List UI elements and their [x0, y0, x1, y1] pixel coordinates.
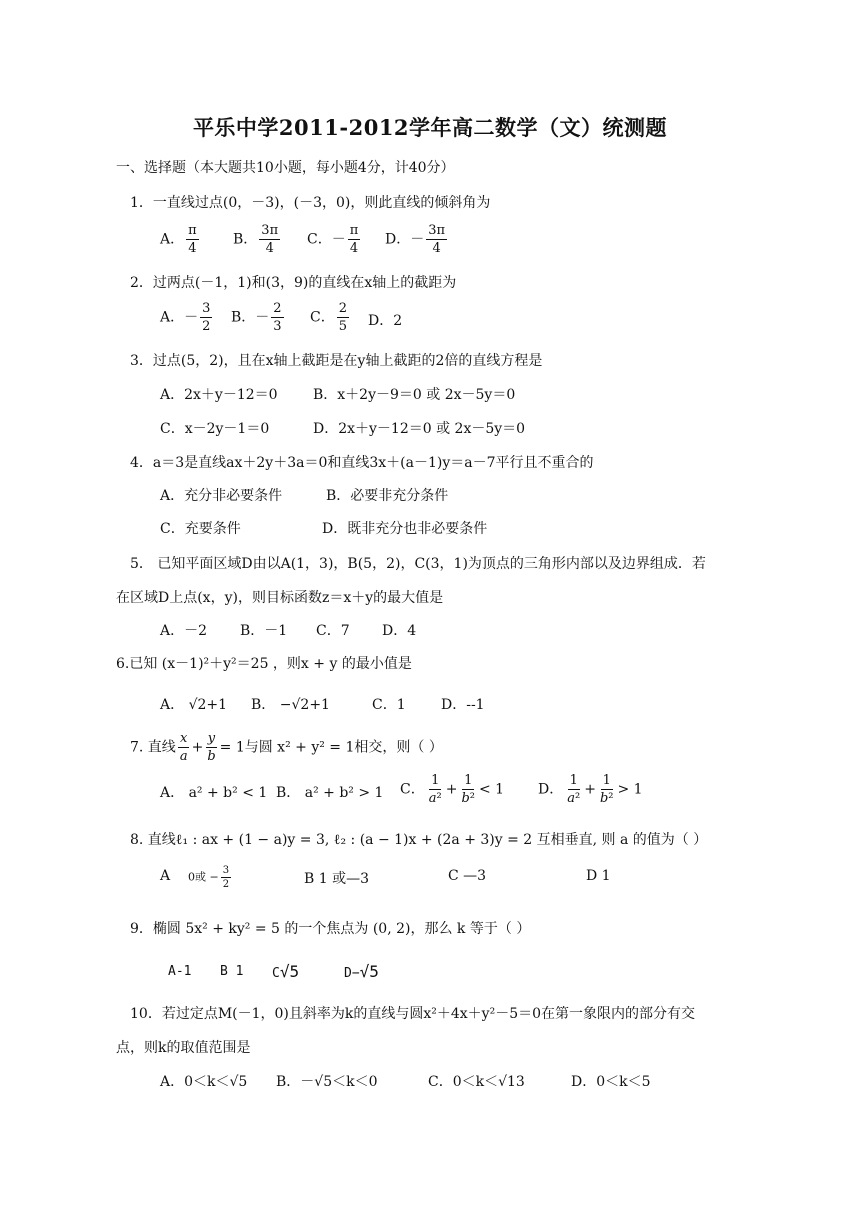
q8-option-b: B 1 或—3 — [304, 871, 370, 887]
q7-option-a: A． a² + b² < 1 — [160, 785, 268, 801]
q3-option-c: C．x－2y－1＝0 — [160, 421, 270, 437]
q9-option-a: A-1 — [168, 964, 192, 979]
q10-option-d: D．0＜k＜5 — [571, 1074, 651, 1090]
question-3-stem: 3．过点(5，2)，且在x轴上截距是在y轴上截距的2倍的直线方程是 — [130, 353, 543, 369]
q2-option-b: B．－ $\frac{2}{3}$ — [231, 301, 282, 334]
q8-option-a-value: 0或 − $\frac{3}{2}$ — [188, 865, 230, 890]
q5-option-b: B．－1 — [240, 623, 288, 639]
q9-option-c: C√5 — [272, 962, 300, 981]
q2-option-d: D．2 — [368, 313, 403, 329]
q1-option-d: D．－ $\frac{3\pi}{4}$ — [385, 223, 446, 256]
q9-option-d: D−√5 — [344, 962, 379, 981]
question-1-stem: 1．一直线过点(0，－3)，(－3，0)，则此直线的倾斜角为 — [130, 195, 491, 211]
q9-option-b: B 1 — [220, 964, 244, 979]
q7-option-d: D． $\frac{1}{\text{a²}}$ + $\frac{1}{\text{b²}}$ > 1 — [538, 773, 643, 806]
q1-option-c: C．－ $\frac{\pi}{4}$ — [307, 223, 359, 256]
q8-option-c: C —3 — [448, 868, 487, 884]
q3-option-a: A．2x＋y－12＝0 — [160, 387, 278, 403]
question-5-stem-cont: 在区域D上点(x，y)，则目标函数z＝x＋y的最大值是 — [116, 590, 444, 606]
q2-option-a: A．－ $\frac{3}{2}$ — [160, 301, 211, 334]
q10-option-c: C．0＜k＜√13 — [428, 1074, 525, 1090]
question-9-stem: 9．椭圆 5x² + ky² = 5 的一个焦点为 (0, 2)，那么 k 等于（ ） — [130, 921, 531, 937]
question-7-stem: 7. 直线 $\frac{x}{a}$ + $\frac{y}{b}$ = 1与圆 x² + y² = 1相交，则（ ） — [130, 731, 443, 764]
q10-option-b: B．－√5＜k＜0 — [276, 1074, 378, 1090]
q4-option-d: D．既非充分也非必要条件 — [322, 521, 488, 537]
q1-option-b: B． $\frac{3\pi}{4}$ — [233, 223, 279, 256]
q7-option-b: B． a² + b² > 1 — [276, 785, 384, 801]
exam-title: 平乐中学2011-2012学年高二数学（文）统测题 — [192, 115, 668, 140]
q6-option-b: B． −√2+1 — [251, 697, 330, 713]
question-5-stem: 5． 已知平面区域D由以A(1，3)，B(5，2)，C(3，1)为顶点的三角形内部以及边界组成．若 — [130, 556, 706, 572]
q3-option-b: B．x＋2y－9＝0 或 2x－5y＝0 — [313, 387, 516, 403]
q6-option-d: D．--1 — [441, 697, 485, 713]
question-2-stem: 2．过两点(－1，1)和(3，9)的直线在x轴上的截距为 — [130, 275, 457, 291]
q3-option-d: D．2x＋y－12＝0 或 2x－5y＝0 — [313, 421, 526, 437]
q8-option-d: D 1 — [586, 868, 611, 884]
q5-option-c: C．7 — [316, 623, 350, 639]
q6-option-c: C．1 — [372, 697, 406, 713]
q4-option-b: B．必要非充分条件 — [326, 488, 449, 504]
section-heading: 一、选择题（本大题共10小题，每小题4分，计40分） — [116, 160, 455, 176]
q4-option-c: C．充要条件 — [160, 521, 241, 537]
q2-option-c: C． $\frac{2}{5}$ — [310, 301, 347, 334]
q10-option-a: A．0＜k＜√5 — [160, 1074, 248, 1090]
q8-option-a: A — [160, 868, 171, 884]
q4-option-a: A．充分非必要条件 — [160, 488, 283, 504]
question-8-stem: 8. 直线ℓ₁ : ax + (1 − a)y = 3, ℓ₂ : (a − 1)x + (2a + 3)y = 2 互相垂直, 则 a 的值为（ ） — [130, 832, 708, 848]
q5-option-a: A．－2 — [160, 623, 208, 639]
question-10-stem: 10．若过定点M(－1，0)且斜率为k的直线与圆x²＋4x＋y²－5＝0在第一象限内的部分有交 — [130, 1006, 696, 1022]
q7-option-c: C． $\frac{1}{\text{a²}}$ + $\frac{1}{\text{b²}}$ < 1 — [400, 773, 505, 806]
q1-option-a: A． $\frac{\pi}{4}$ — [160, 223, 197, 256]
question-4-stem: 4．a＝3是直线ax＋2y＋3a＝0和直线3x＋(a－1)y＝a－7平行且不重合的 — [130, 455, 594, 471]
q6-option-a: A． √2+1 — [160, 697, 228, 713]
question-10-stem-cont: 点，则k的取值范围是 — [116, 1040, 251, 1056]
question-6-stem: 6.已知 (x－1)²＋y²＝25 ，则x + y 的最小值是 — [116, 656, 412, 672]
q5-option-d: D．4 — [382, 623, 417, 639]
